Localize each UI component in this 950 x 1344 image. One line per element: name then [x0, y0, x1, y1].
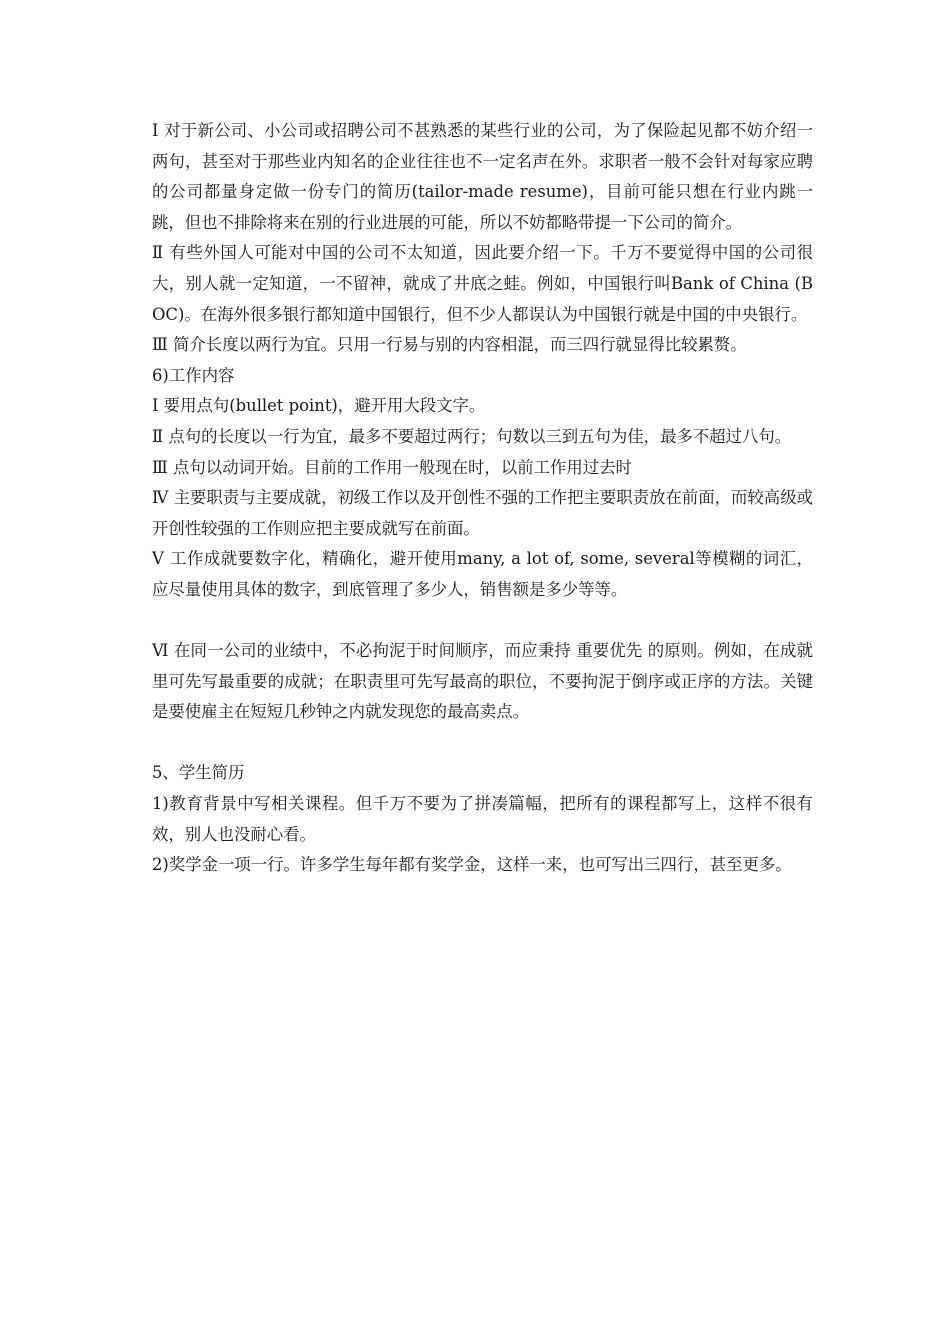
section-heading-student-resume: 5、学生简历 — [152, 763, 245, 783]
paragraph-work-content-4: Ⅳ 主要职责与主要成就，初级工作以及开创性不强的工作把主要职责放在前面，而较高级或开创性较强的工作则应把主要成就写在前面。 — [152, 488, 813, 538]
paragraph-work-content-3: Ⅲ 点句以动词开始。目前的工作用一般现在时，以前工作用过去时 — [152, 457, 632, 477]
paragraph-company-intro-2: Ⅱ 有些外国人可能对中国的公司不太知道，因此要介绍一下。千万不要觉得中国的公司很大，别人就一定知道，一不留神，就成了井底之蛙。例如，中国银行叫Bank of China (BOC)。在海外很多银行都知道中国银行，但不少人都误认为中国银行就是中国的中央银行。 — [152, 243, 813, 324]
paragraph-company-intro-1: Ⅰ 对于新公司、小公司或招聘公司不甚熟悉的某些行业的公司，为了保险起见都不妨介绍一两句，甚至对于那些业内知名的企业往往也不一定名声在外。求职者一般不会针对每家应聘的公司都量身定做一份专门的简历(tailor-made resume)，目前可能只想在行业内跳一跳，但也不排除将来在别的行业进展的可能，所以不妨都略带提一下公司的简介。 — [152, 121, 813, 232]
paragraph-work-content-6: Ⅵ 在同一公司的业绩中，不必拘泥于时间顺序，而应秉持 重要优先 的原则。例如，在成就里可先写最重要的成就；在职责里可先写最高的职位，不要拘泥于倒序或正序的方法。关键是要使雇主在短短几秒钟之内就发现您的最高卖点。 — [152, 641, 813, 722]
paragraph-company-intro-3: Ⅲ 简介长度以两行为宜。只用一行易与别的内容相混，而三四行就显得比较累赘。 — [152, 335, 747, 355]
paragraph-student-resume-1: 1)教育背景中写相关课程。但千万不要为了拼凑篇幅，把所有的课程都写上，这样不很有效，别人也没耐心看。 — [152, 794, 813, 844]
paragraph-work-content-5: Ⅴ 工作成就要数字化，精确化，避开使用many, a lot of, some, several等模糊的词汇，应尽量使用具体的数字，到底管理了多少人，销售额是多少等等。 — [152, 549, 813, 599]
blank-line — [143, 606, 813, 637]
blank-line — [143, 728, 813, 759]
section-heading-work-content: 6)工作内容 — [152, 365, 235, 385]
paragraph-work-content-1: Ⅰ 要用点句(bullet point)，避开用大段文字。 — [152, 396, 486, 416]
paragraph-work-content-2: Ⅱ 点句的长度以一行为宜，最多不要超过两行；句数以三到五句为佳，最多不超过八句。 — [152, 426, 792, 446]
paragraph-student-resume-2: 2)奖学金一项一行。许多学生每年都有奖学金，这样一来，也可写出三四行，甚至更多。 — [152, 855, 792, 875]
document-body — [143, 116, 813, 881]
